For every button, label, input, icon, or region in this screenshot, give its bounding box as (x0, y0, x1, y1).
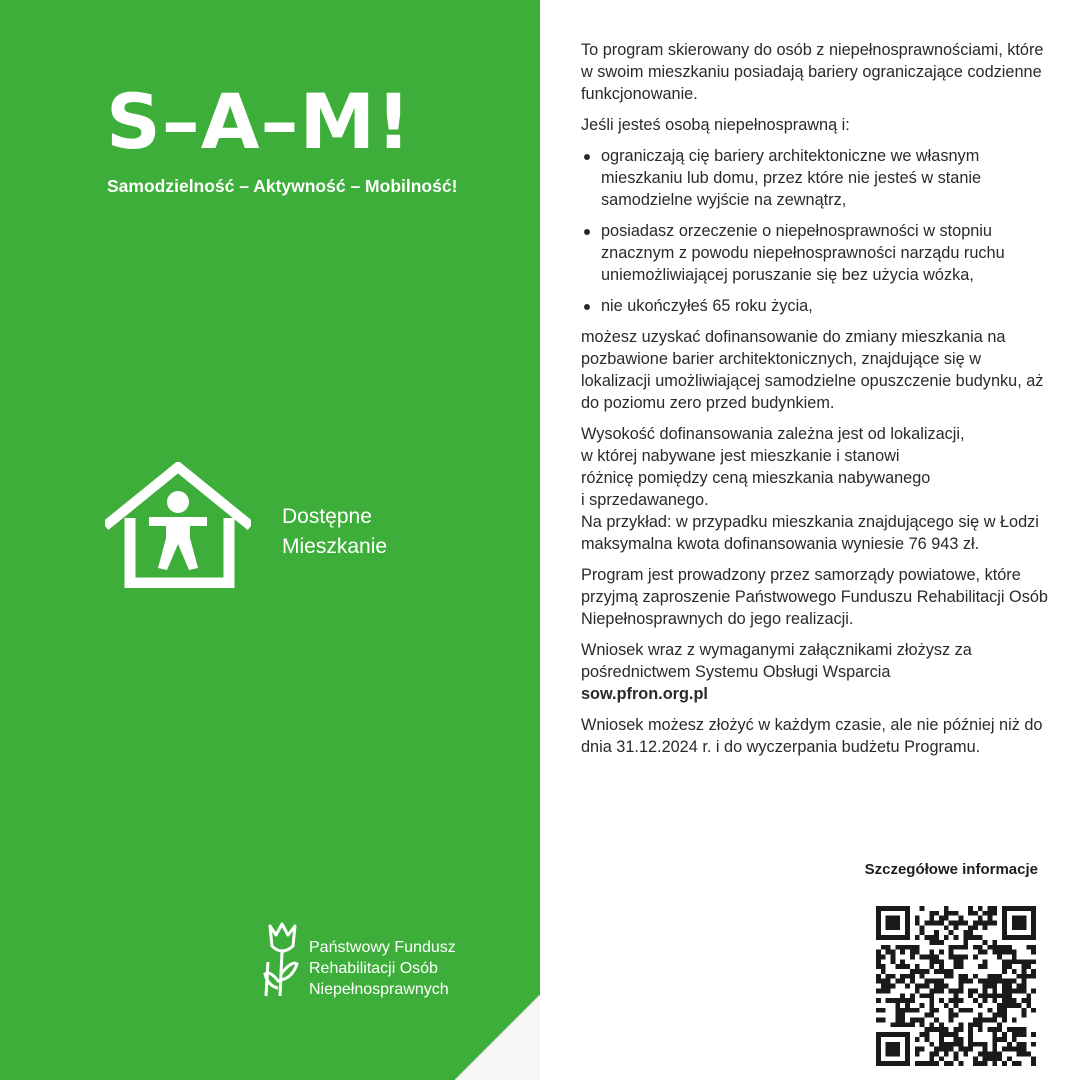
tulip-logo-icon (262, 922, 300, 998)
program-name (282, 502, 387, 562)
list-item: posiadasz orzeczenie o niepełnosprawności w stopniu znacznym z powodu niepełnosprawności narządu ruchu uniemożliwiającej poruszanie się bez użycia wózka, (581, 220, 1051, 286)
benefit-paragraph: możesz uzyskać dofinansowanie do zmiany mieszkania na pozbawione barier architektonicznych, znajdujące się w lokalizacji umożliwiającej samodzielne opuszczenie budynku, aż do poziomu zero przed budynkiem. (581, 328, 1044, 412)
program-description (581, 39, 1051, 767)
qr-code-icon[interactable] (876, 906, 1036, 1066)
organization-name (309, 937, 456, 1000)
program-name-line: Mieszkanie (282, 535, 388, 558)
corner-fold (455, 995, 540, 1080)
funding-line: różnicę pomiędzy ceną mieszkania nabywanego (581, 469, 931, 487)
application-link[interactable]: sow.pfron.org.pl (581, 685, 708, 703)
program-name-line: Dostępne (282, 505, 372, 528)
funding-paragraph (581, 423, 1051, 511)
intro-paragraph: To program skierowany do osób z niepełnosprawnościami, które w swoim mieszkaniu posiadają bariery ograniczające codzienne funkcjonowanie. (581, 41, 1044, 103)
logo-tagline: Samodzielność – Aktywność – Mobilność! (107, 176, 458, 196)
example-paragraph: Na przykład: w przypadku mieszkania znajdującego się w Łodzi maksymalna kwota dofinansowania wyniesie 76 943 zł. (581, 513, 1039, 553)
application-paragraph (581, 639, 1051, 705)
details-label: Szczegółowe informacje (864, 861, 1038, 878)
condition-lead: Jeśli jesteś osobą niepełnosprawną i: (581, 116, 850, 134)
funding-line: i sprzedawanego. (581, 491, 709, 509)
sam-logo: S–A–M! (106, 77, 412, 166)
funding-line: w której nabywane jest mieszkanie i stanowi (581, 447, 900, 465)
organization-line: Państwowy Fundusz (309, 939, 456, 956)
accessible-home-icon (105, 462, 251, 588)
deadline-paragraph: Wniosek możesz złożyć w każdym czasie, ale nie później niż do dnia 31.12.2024 r. i do wyczerpania budżetu Programu. (581, 716, 1043, 756)
organizers-paragraph: Program jest prowadzony przez samorządy powiatowe, które przyjmą zaproszenie Państwowego Funduszu Rehabilitacji Osób Niepełnosprawnych do jego realizacji. (581, 566, 1048, 628)
organization-line: Niepełnosprawnych (309, 981, 449, 998)
application-text: Wniosek wraz z wymaganymi załącznikami złożysz za pośrednictwem Systemu Obsługi Wsparcia (581, 641, 972, 681)
funding-line: Wysokość dofinansowania zależna jest od lokalizacji, (581, 425, 965, 443)
list-item: nie ukończyłeś 65 roku życia, (581, 295, 1051, 317)
conditions-list (581, 145, 1051, 317)
organization-line: Rehabilitacji Osób (309, 960, 438, 977)
list-item: ograniczają cię bariery architektoniczne we własnym mieszkaniu lub domu, przez które nie jesteś w stanie samodzielne wyjście na zewnątrz, (581, 145, 1051, 211)
